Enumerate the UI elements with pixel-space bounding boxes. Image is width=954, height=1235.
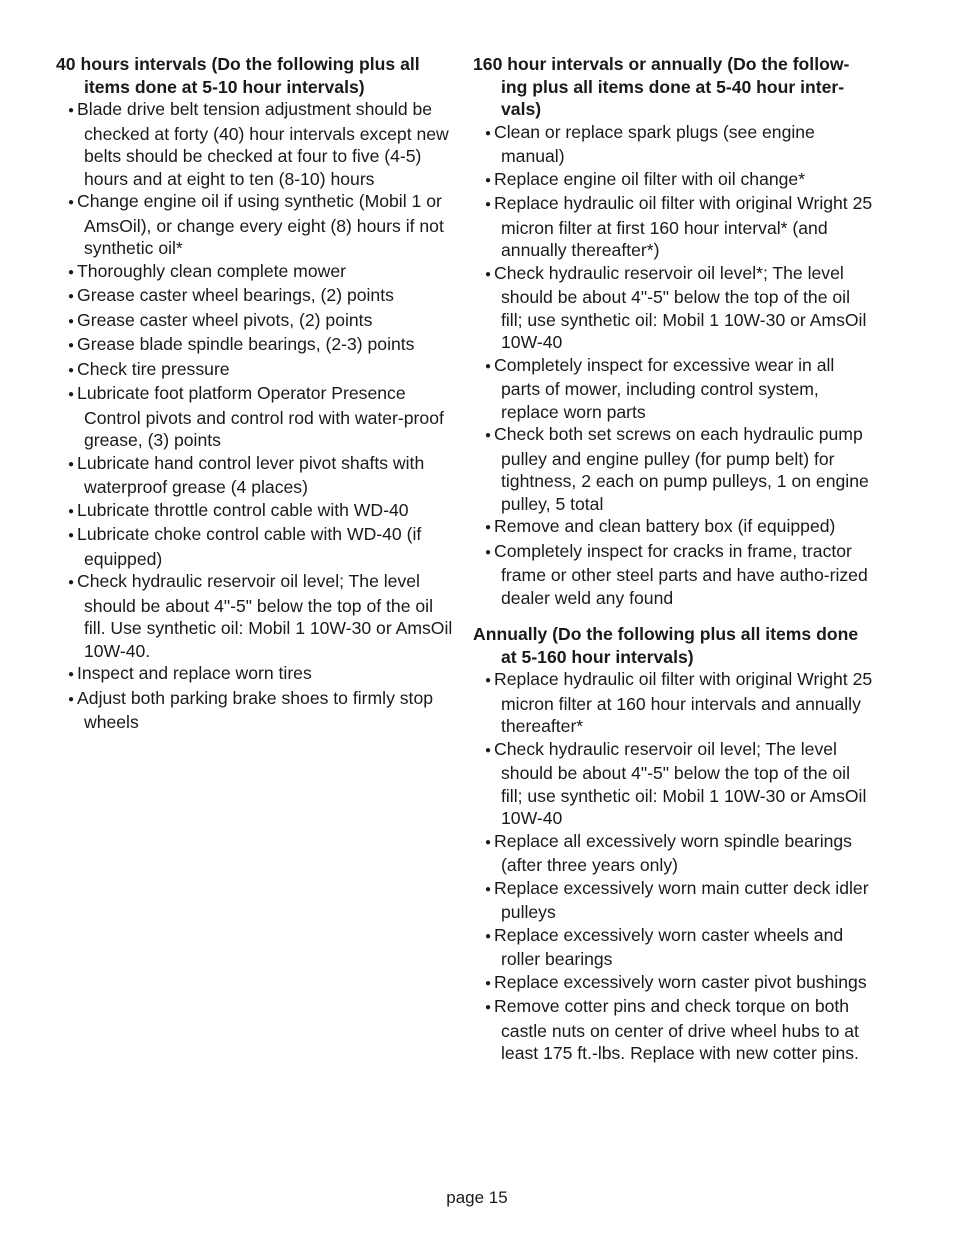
left-column [56,53,456,748]
maintenance-section [473,53,873,609]
checklist-item [473,168,873,193]
checklist-item-text: Thoroughly clean complete mower [77,260,346,281]
bullet-icon: ● [485,883,492,895]
checklist-item-text: Lubricate choke control cable with WD-40 (if equipped) [77,524,422,569]
checklist-item [56,523,456,570]
bullet-icon: ● [68,315,75,327]
checklist [473,668,873,1065]
checklist-item-text: Grease caster wheel pivots, (2) points [77,309,373,330]
checklist-item-text: Check hydraulic reservoir oil level*; The level should be about 4"-5" below the top of the oil fill; use synthetic oil: Mobil 1 10W-30 or AmsOil 10W-40 [494,262,867,352]
checklist-item [56,333,456,358]
bullet-icon: ● [485,522,492,533]
checklist-item-text: Inspect and replace worn tires [77,663,312,683]
maintenance-section [473,623,873,1065]
bullet-icon: ● [485,675,492,686]
checklist-item [56,570,456,662]
checklist-item-text: Lubricate hand control lever pivot shafts with waterproof grease (4 places) [77,452,425,497]
checklist-item [56,687,456,734]
checklist-item [473,515,873,540]
checklist-item [56,98,456,190]
checklist-item-text: Replace all excessively worn spindle bearings (after three years only) [494,830,852,875]
checklist-item-text: Change engine oil if using synthetic (Mobil 1 or AmsOil), or change every eight (8) hours if not synthetic oil* [77,191,444,258]
bullet-icon: ● [68,669,75,680]
checklist-item [56,284,456,309]
bullet-icon: ● [485,174,492,186]
bullet-icon: ● [68,458,75,470]
bullet-icon: ● [485,268,492,280]
checklist-item [56,662,456,687]
bullet-icon: ● [68,505,75,517]
checklist-item [473,192,873,262]
section-heading: 40 hours intervals (Do the following plus all items done at 5-10 hour intervals) [56,54,420,97]
checklist-item [473,877,873,924]
bullet-icon: ● [485,836,492,848]
checklist-item-text: Replace excessively worn main cutter deck idler pulleys [494,877,869,922]
checklist-item-text: Remove cotter pins and check torque on both castle nuts on center of drive wheel hubs to at least 175 ft.-lbs. Replace with new cotter pins. [494,996,859,1063]
bullet-icon: ● [68,340,75,351]
bullet-icon: ● [485,930,492,942]
checklist-item [473,262,873,354]
checklist-item-text: Completely inspect for cracks in frame, tractor frame or other steel parts and have autho-rized dealer weld any found [494,540,868,608]
checklist-item-text: Grease caster wheel bearings, (2) points [77,285,394,305]
checklist-item [473,540,873,610]
checklist-item-text: Check tire pressure [77,358,230,379]
checklist-item-text: Grease blade spindle bearings, (2-3) points [77,334,415,354]
checklist-item-text: Check hydraulic reservoir oil level; The level should be about 4"-5" below the top of the oil fill; use synthetic oil: Mobil 1 10W-30 or AmsOil 10W-40 [494,738,867,828]
bullet-icon: ● [485,199,492,210]
checklist-item [473,738,873,830]
bullet-icon: ● [68,530,75,541]
checklist-item [56,190,456,260]
bullet-icon: ● [485,977,492,989]
bullet-icon: ● [68,266,75,278]
bullet-icon: ● [485,1002,492,1013]
bullet-icon: ● [485,127,492,139]
checklist-item [473,830,873,877]
checklist-item-text: Replace hydraulic oil filter with original Wright 25 micron filter at first 160 hour interval* (and annually thereafter*) [494,193,873,260]
checklist-item [473,668,873,738]
checklist-item-text: Replace excessively worn caster wheels and roller bearings [494,924,844,969]
bullet-icon: ● [485,744,492,756]
checklist-item-text: Replace hydraulic oil filter with original Wright 25 micron filter at 160 hour intervals and annually thereafter* [494,669,873,736]
bullet-icon: ● [485,546,492,558]
bullet-icon: ● [485,430,492,441]
bullet-icon: ● [68,693,75,705]
page-number: page 15 [446,1188,508,1207]
checklist-item [473,354,873,424]
checklist-item [56,309,456,334]
bullet-icon: ● [68,197,75,208]
bullet-icon: ● [68,291,75,302]
checklist-item-text: Lubricate throttle control cable with WD-40 [77,499,409,520]
checklist-item [473,995,873,1065]
checklist-item [56,452,456,499]
checklist-item [56,499,456,524]
checklist-item-text: Replace excessively worn caster pivot bushings [494,971,867,992]
checklist-item-text: Adjust both parking brake shoes to firmly stop wheels [77,687,434,732]
checklist-item-text: Check hydraulic reservoir oil level; The level should be about 4"-5" below the top of the oil fill. Use synthetic oil: Mobil 1 10W-30 or AmsOil 10W-40. [77,571,453,661]
checklist-item-text: Replace engine oil filter with oil change* [494,168,806,189]
bullet-icon: ● [68,105,75,116]
checklist-item [56,382,456,452]
checklist-item [56,358,456,383]
checklist-item [473,971,873,996]
checklist-item-text: Completely inspect for excessive wear in all parts of mower, including control system, replace worn parts [494,354,835,422]
right-column [473,53,873,1079]
bullet-icon: ● [68,577,75,588]
checklist-item [473,423,873,515]
checklist-item-text: Remove and clean battery box (if equipped) [494,516,836,536]
bullet-icon: ● [68,364,75,376]
checklist-item-text: Clean or replace spark plugs (see engine manual) [494,121,815,166]
checklist [56,98,456,734]
checklist-item [56,260,456,285]
checklist-item-text: Lubricate foot platform Operator Presence Control pivots and control rod with water-proof grease, (3) points [77,383,444,450]
bullet-icon: ● [485,360,492,372]
checklist-item [473,121,873,168]
checklist-item-text: Blade drive belt tension adjustment should be checked at forty (40) hour intervals except new belts should be checked at four to five (4-5) hours and at eight to ten (8-10) hours [77,99,449,189]
maintenance-section [56,53,456,734]
checklist-item [473,924,873,971]
section-heading: Annually (Do the following plus all items done at 5-160 hour intervals) [473,624,859,667]
checklist [473,121,873,610]
checklist-item-text: Check both set screws on each hydraulic pump pulley and engine pulley (for pump belt) for tightness, 2 each on pump pulleys, 1 on engine pulley, 5 total [494,424,869,514]
bullet-icon: ● [68,389,75,400]
section-heading: 160 hour intervals or annually (Do the follow-ing plus all items done at 5-40 hour inter-vals) [473,54,850,119]
